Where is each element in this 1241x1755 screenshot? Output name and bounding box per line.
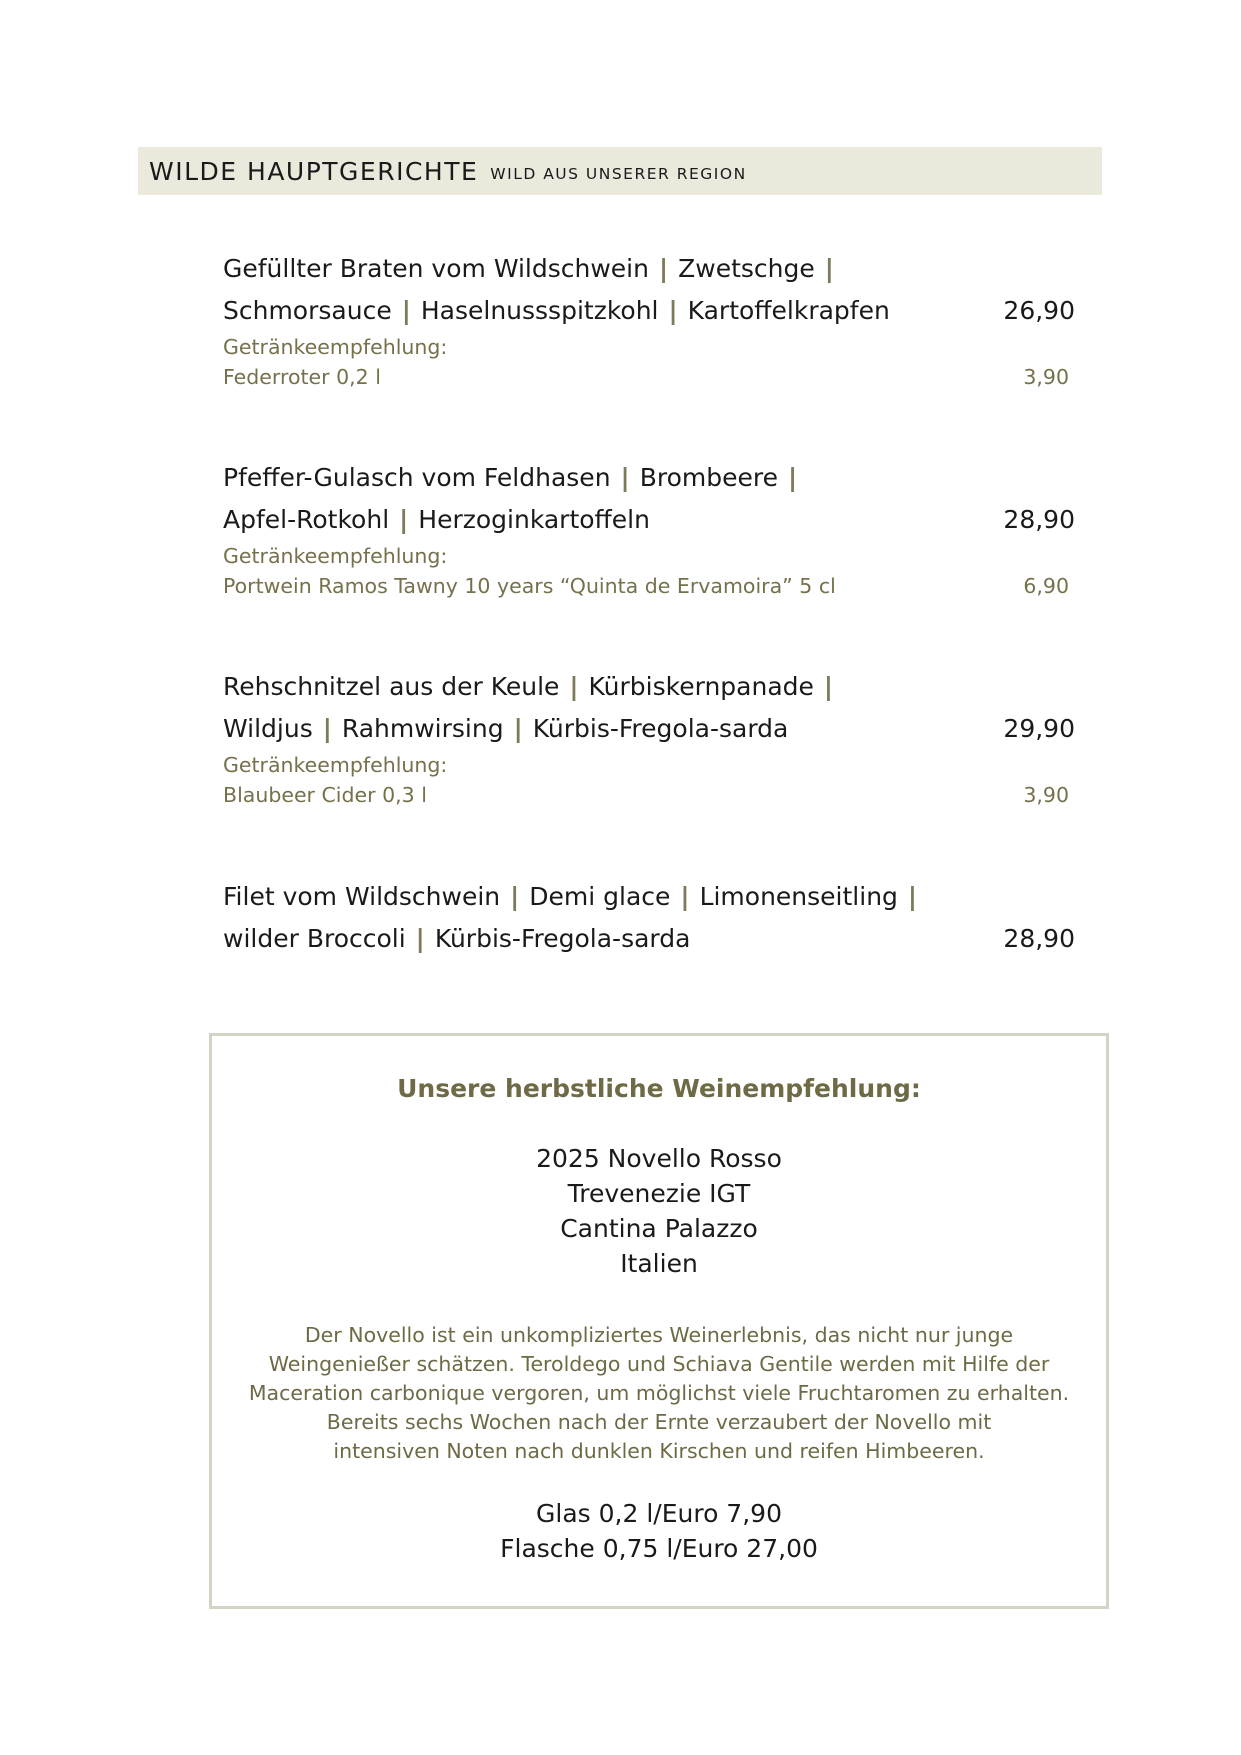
drink-recommendation	[223, 362, 1075, 392]
dish-text: Schmorsauce	[223, 296, 392, 325]
wine-region: Trevenezie IGT	[567, 1179, 751, 1208]
separator: |	[322, 714, 332, 743]
wine-recommendation-box	[209, 1033, 1109, 1609]
section-header	[138, 147, 1102, 195]
separator: |	[620, 463, 630, 492]
dish-text: Wildjus	[223, 714, 313, 743]
section-subtitle: WILD AUS UNSERER REGION	[490, 165, 747, 183]
drink-name: Blaubeer Cider 0,3 l	[223, 783, 427, 807]
dish-line	[223, 290, 1075, 332]
dish-text: Kürbiskernpanade	[588, 672, 814, 701]
drink-name: Federroter 0,2 l	[223, 365, 381, 389]
drink-name: Portwein Ramos Tawny 10 years “Quinta de Ervamoira” 5 cl	[223, 574, 836, 598]
separator: |	[399, 505, 409, 534]
wine-description	[212, 1321, 1106, 1466]
dish-line	[223, 918, 1075, 960]
separator: |	[569, 672, 579, 701]
dish-4	[223, 876, 1075, 960]
dish-line	[223, 248, 1075, 290]
separator: |	[823, 672, 834, 701]
wine-prices	[212, 1496, 1106, 1566]
dish-text: Limonenseitling	[699, 882, 898, 911]
wine-details	[212, 1141, 1106, 1281]
separator: |	[824, 254, 834, 283]
separator: |	[415, 924, 425, 953]
dish-text: Zwetschge	[678, 254, 815, 283]
dish-text: Rehschnitzel aus der Keule	[223, 672, 560, 701]
section-title: WILDE HAUPTGERICHTE	[149, 156, 479, 186]
dish-text: Gefüllter Braten vom Wildschwein	[223, 254, 649, 283]
drink-recommendation-label: Getränkeempfehlung:	[223, 753, 448, 777]
dish-text: Brombeere	[639, 463, 778, 492]
dish-price: 26,90	[1003, 296, 1075, 325]
separator: |	[513, 714, 523, 743]
separator: |	[787, 463, 798, 492]
dish-text: Herzoginkartoffeln	[418, 505, 650, 534]
description-line: Maceration carbonique vergoren, um möglichst viele Fruchtaromen zu erhalten.	[248, 1381, 1070, 1405]
separator: |	[680, 882, 690, 911]
description-line: Bereits sechs Wochen nach der Ernte verzaubert der Novello mit	[326, 1410, 992, 1434]
dish-text: Kartoffelkrapfen	[687, 296, 890, 325]
dish-price: 28,90	[1003, 505, 1075, 534]
drink-recommendation-label: Getränkeempfehlung:	[223, 335, 448, 359]
separator: |	[668, 296, 678, 325]
dish-2	[223, 457, 1075, 601]
separator: |	[907, 882, 918, 911]
dish-3	[223, 666, 1075, 810]
dish-text: Rahmwirsing	[341, 714, 504, 743]
dish-line	[223, 457, 1075, 499]
description-line: intensiven Noten nach dunklen Kirschen und reifen Himbeeren.	[333, 1439, 985, 1463]
wine-price-glass: Glas 0,2 l/Euro 7,90	[536, 1499, 782, 1528]
drink-recommendation	[223, 571, 1075, 601]
dish-1	[223, 248, 1075, 392]
dish-price: 28,90	[1003, 924, 1075, 953]
dish-text: Kürbis-Fregola-sarda	[532, 714, 789, 743]
separator: |	[510, 882, 520, 911]
drink-recommendation	[223, 780, 1075, 810]
dish-text: wilder Broccoli	[223, 924, 406, 953]
dish-line	[223, 666, 1075, 708]
dish-price: 29,90	[1003, 714, 1075, 743]
wine-country: Italien	[620, 1249, 698, 1278]
description-line: Der Novello ist ein unkompliziertes Weinerlebnis, das nicht nur junge	[304, 1323, 1014, 1347]
drink-price: 6,90	[1023, 574, 1069, 598]
dish-line	[223, 876, 1075, 918]
separator: |	[658, 254, 669, 283]
dish-text: Pfeffer-Gulasch vom Feldhasen	[223, 463, 611, 492]
dish-text: Apfel-Rotkohl	[223, 505, 390, 534]
separator: |	[401, 296, 411, 325]
wine-price-bottle: Flasche 0,75 l/Euro 27,00	[500, 1534, 818, 1563]
dish-text: Demi glace	[529, 882, 671, 911]
dish-line	[223, 499, 1075, 541]
drink-recommendation-label: Getränkeempfehlung:	[223, 544, 448, 568]
dish-text: Filet vom Wildschwein	[223, 882, 501, 911]
description-line: Weingenießer schätzen. Teroldego und Schiava Gentile werden mit Hilfe der	[268, 1352, 1050, 1376]
dish-text: Kürbis-Fregola-sarda	[434, 924, 691, 953]
dish-text: Haselnussspitzkohl	[420, 296, 659, 325]
wine-name: 2025 Novello Rosso	[536, 1144, 782, 1173]
drink-price: 3,90	[1023, 365, 1069, 389]
wine-heading: Unsere herbstliche Weinempfehlung:	[397, 1074, 921, 1103]
wine-producer: Cantina Palazzo	[560, 1214, 758, 1243]
drink-price: 3,90	[1023, 783, 1069, 807]
dish-line	[223, 708, 1075, 750]
